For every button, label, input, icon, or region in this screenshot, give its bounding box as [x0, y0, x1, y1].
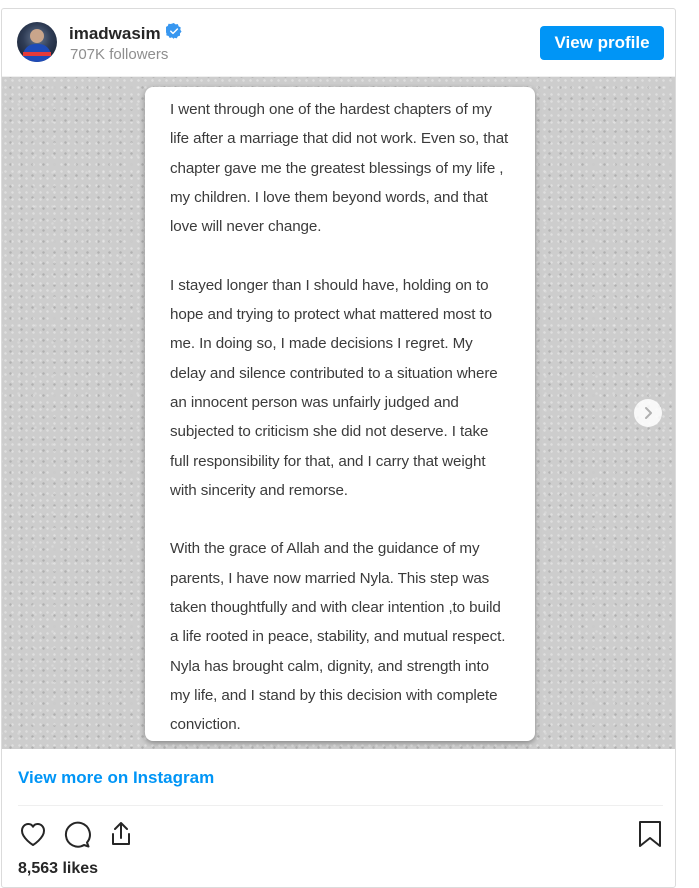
action-bar [18, 819, 663, 849]
next-slide-button[interactable] [634, 399, 662, 427]
instagram-embed [1, 8, 676, 888]
chevron-right-icon [640, 405, 656, 421]
post-media[interactable] [2, 77, 675, 749]
share-icon[interactable] [106, 819, 136, 849]
statement-paragraph: I went through one of the hardest chapters of my life after a marriage that did not work. Even so, that chapter gave me the greatest blessings of my life , my children. I love them beyond words, and that love will never change. [170, 101, 509, 236]
divider [18, 805, 663, 806]
username-row [69, 23, 182, 44]
view-more-link[interactable]: View more on Instagram [18, 768, 215, 787]
statement-paragraph: With the grace of Allah and the guidance of my parents, I have now married Nyla. This step was taken thoughtfully and with clear intention ,to build a life rooted in peace, stability, and mutual respect. Nyla has brought calm, dignity, and strength into my life, and I stand by this decision with complete conviction. [170, 540, 506, 734]
statement-paragraph: I stayed longer than I should have, holding on to hope and trying to protect what mattered most to me. In doing so, I made decisions I regret. My delay and silence contributed to a situation where an innocent person was unfairly judged and subjected to criticism she did not deserve. I take full responsibility for that, and I carry that weight with sincerity and remorse. [170, 276, 498, 499]
followers-count: 707K followers [70, 46, 169, 63]
comment-icon[interactable] [62, 819, 92, 849]
avatar[interactable] [17, 22, 57, 62]
username[interactable]: imadwasim [69, 23, 161, 43]
post-header [2, 9, 675, 77]
statement-card [145, 87, 535, 741]
view-profile-button[interactable]: View profile [540, 26, 664, 60]
verified-badge-icon [166, 23, 182, 44]
bookmark-icon[interactable] [636, 819, 664, 849]
likes-count[interactable]: 8,563 likes [18, 860, 99, 877]
heart-icon[interactable] [18, 819, 48, 849]
